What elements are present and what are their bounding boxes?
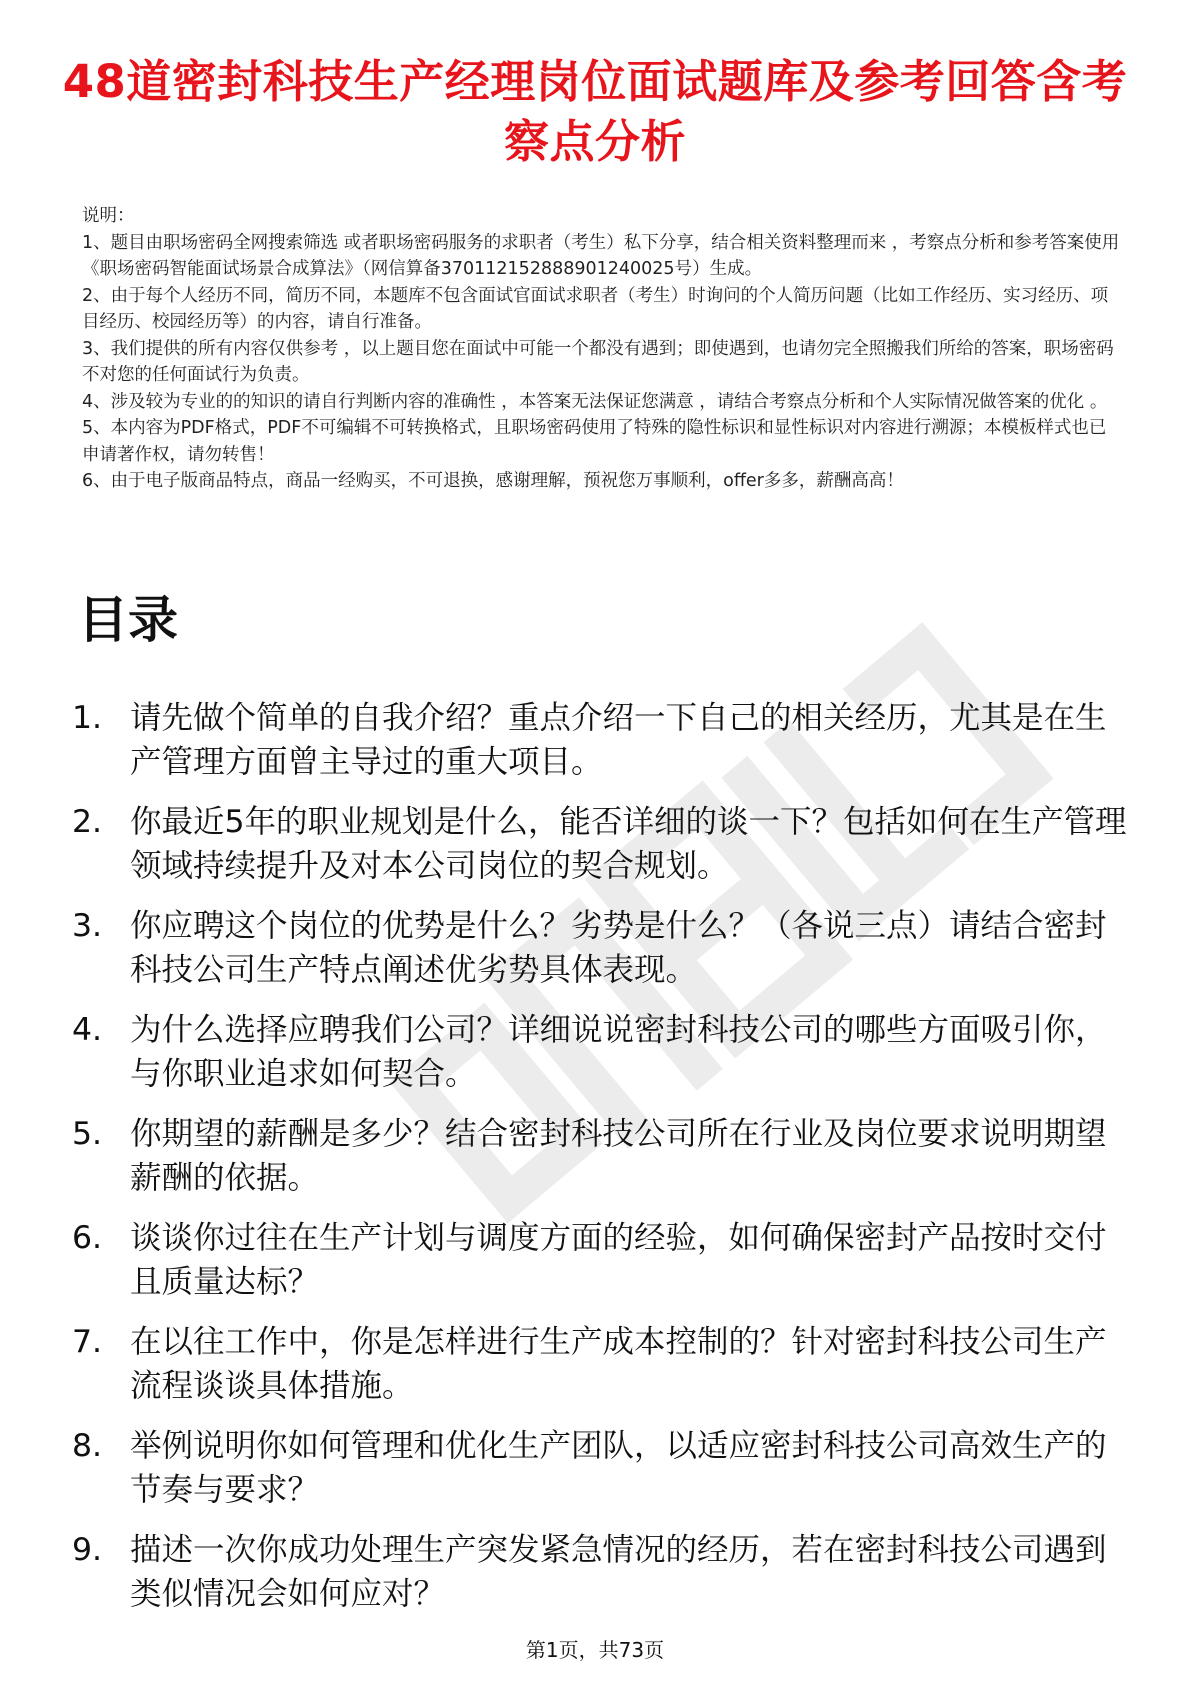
note-item: 1、题目由职场密码全网搜索筛选 或者职场密码服务的求职者（考生）私下分享，结合相关资料整理而来 ，考察点分析和参考答案使用《职场密码智能面试场景合成算法》（网信算备370112152888901240025号）生成。 [82, 232, 1120, 279]
page-footer: 第1页，共73页 [525, 1638, 665, 1662]
question-text: 在以往工作中，你是怎样进行生产成本控制的？针对密封科技公司生产流程谈谈具体措施。 [130, 1324, 1107, 1404]
question-text: 你应聘这个岗位的优势是什么？劣势是什么？（各说三点）请结合密封科技公司生产特点阐述优劣势具体表现。 [130, 908, 1107, 988]
question-item[interactable] [72, 1528, 1132, 1616]
question-number: 6. [72, 1220, 103, 1256]
question-text: 请先做个简单的自我介绍？重点介绍一下自己的相关经历，尤其是在生产管理方面曾主导过的重大项目。 [130, 700, 1107, 780]
question-item[interactable] [72, 1008, 1132, 1096]
note-item: 4、涉及较为专业的的知识的请自行判断内容的准确性 ，本答案无法保证您满意 ，请结合考察点分析和个人实际情况做答案的优化 。 [82, 391, 1108, 412]
question-item[interactable] [72, 696, 1132, 784]
question-number: 8. [72, 1428, 103, 1464]
question-item[interactable] [72, 800, 1132, 888]
question-text: 你期望的薪酬是多少？结合密封科技公司所在行业及岗位要求说明期望薪酬的依据。 [130, 1116, 1107, 1196]
question-item[interactable] [72, 1424, 1132, 1512]
document-title: 48道密封科技生产经理岗位面试题库及参考回答含考察点分析 [62, 55, 1128, 168]
question-number: 1. [72, 700, 103, 736]
question-number: 5. [72, 1116, 103, 1152]
question-item[interactable] [72, 1320, 1132, 1408]
question-text: 为什么选择应聘我们公司？详细说说密封科技公司的哪些方面吸引你，与你职业追求如何契合。 [130, 1012, 1107, 1092]
question-number: 9. [72, 1532, 103, 1568]
question-number: 2. [72, 804, 103, 840]
note-item: 5、本内容为PDF格式，PDF不可编辑不可转换格式，且职场密码使用了特殊的隐性标识和显性标识对内容进行溯源；本模板样式也已申请著作权，请勿转售！ [82, 418, 1107, 465]
question-text: 举例说明你如何管理和优化生产团队，以适应密封科技公司高效生产的节奏与要求？ [130, 1428, 1107, 1508]
toc-heading: 目录 [78, 591, 178, 649]
note-item: 6、由于电子版商品特点，商品一经购买，不可退换，感谢理解，预祝您万事顺利，offer多多，薪酬高高！ [82, 471, 904, 491]
question-number: 4. [72, 1012, 103, 1048]
question-item[interactable] [72, 1112, 1132, 1200]
note-item: 2、由于每个人经历不同，简历不同，本题库不包含面试官面试求职者（考生）时询问的个人简历问题（比如工作经历、实习经历、项目经历、校园经历等）的内容，请自行准备。 [82, 285, 1109, 332]
question-item[interactable] [72, 1216, 1132, 1304]
question-text: 谈谈你过往在生产计划与调度方面的经验，如何确保密封产品按时交付且质量达标？ [130, 1220, 1107, 1300]
notes-section [82, 203, 1122, 495]
question-number: 7. [72, 1324, 103, 1360]
question-text: 描述一次你成功处理生产突发紧急情况的经历，若在密封科技公司遇到类似情况会如何应对？ [130, 1532, 1107, 1612]
question-number: 3. [72, 908, 103, 944]
question-item[interactable] [72, 904, 1132, 992]
question-list [72, 696, 1132, 1632]
notes-heading: 说明： [82, 206, 135, 226]
note-item: 3、我们提供的所有内容仅供参考 ，以上题目您在面试中可能一个都没有遇到；即使遇到，也请勿完全照搬我们所给的答案，职场密码不对您的任何面试行为负责。 [82, 338, 1114, 385]
question-text: 你最近5年的职业规划是什么，能否详细的谈一下？包括如何在生产管理领域持续提升及对本公司岗位的契合规划。 [130, 804, 1127, 884]
